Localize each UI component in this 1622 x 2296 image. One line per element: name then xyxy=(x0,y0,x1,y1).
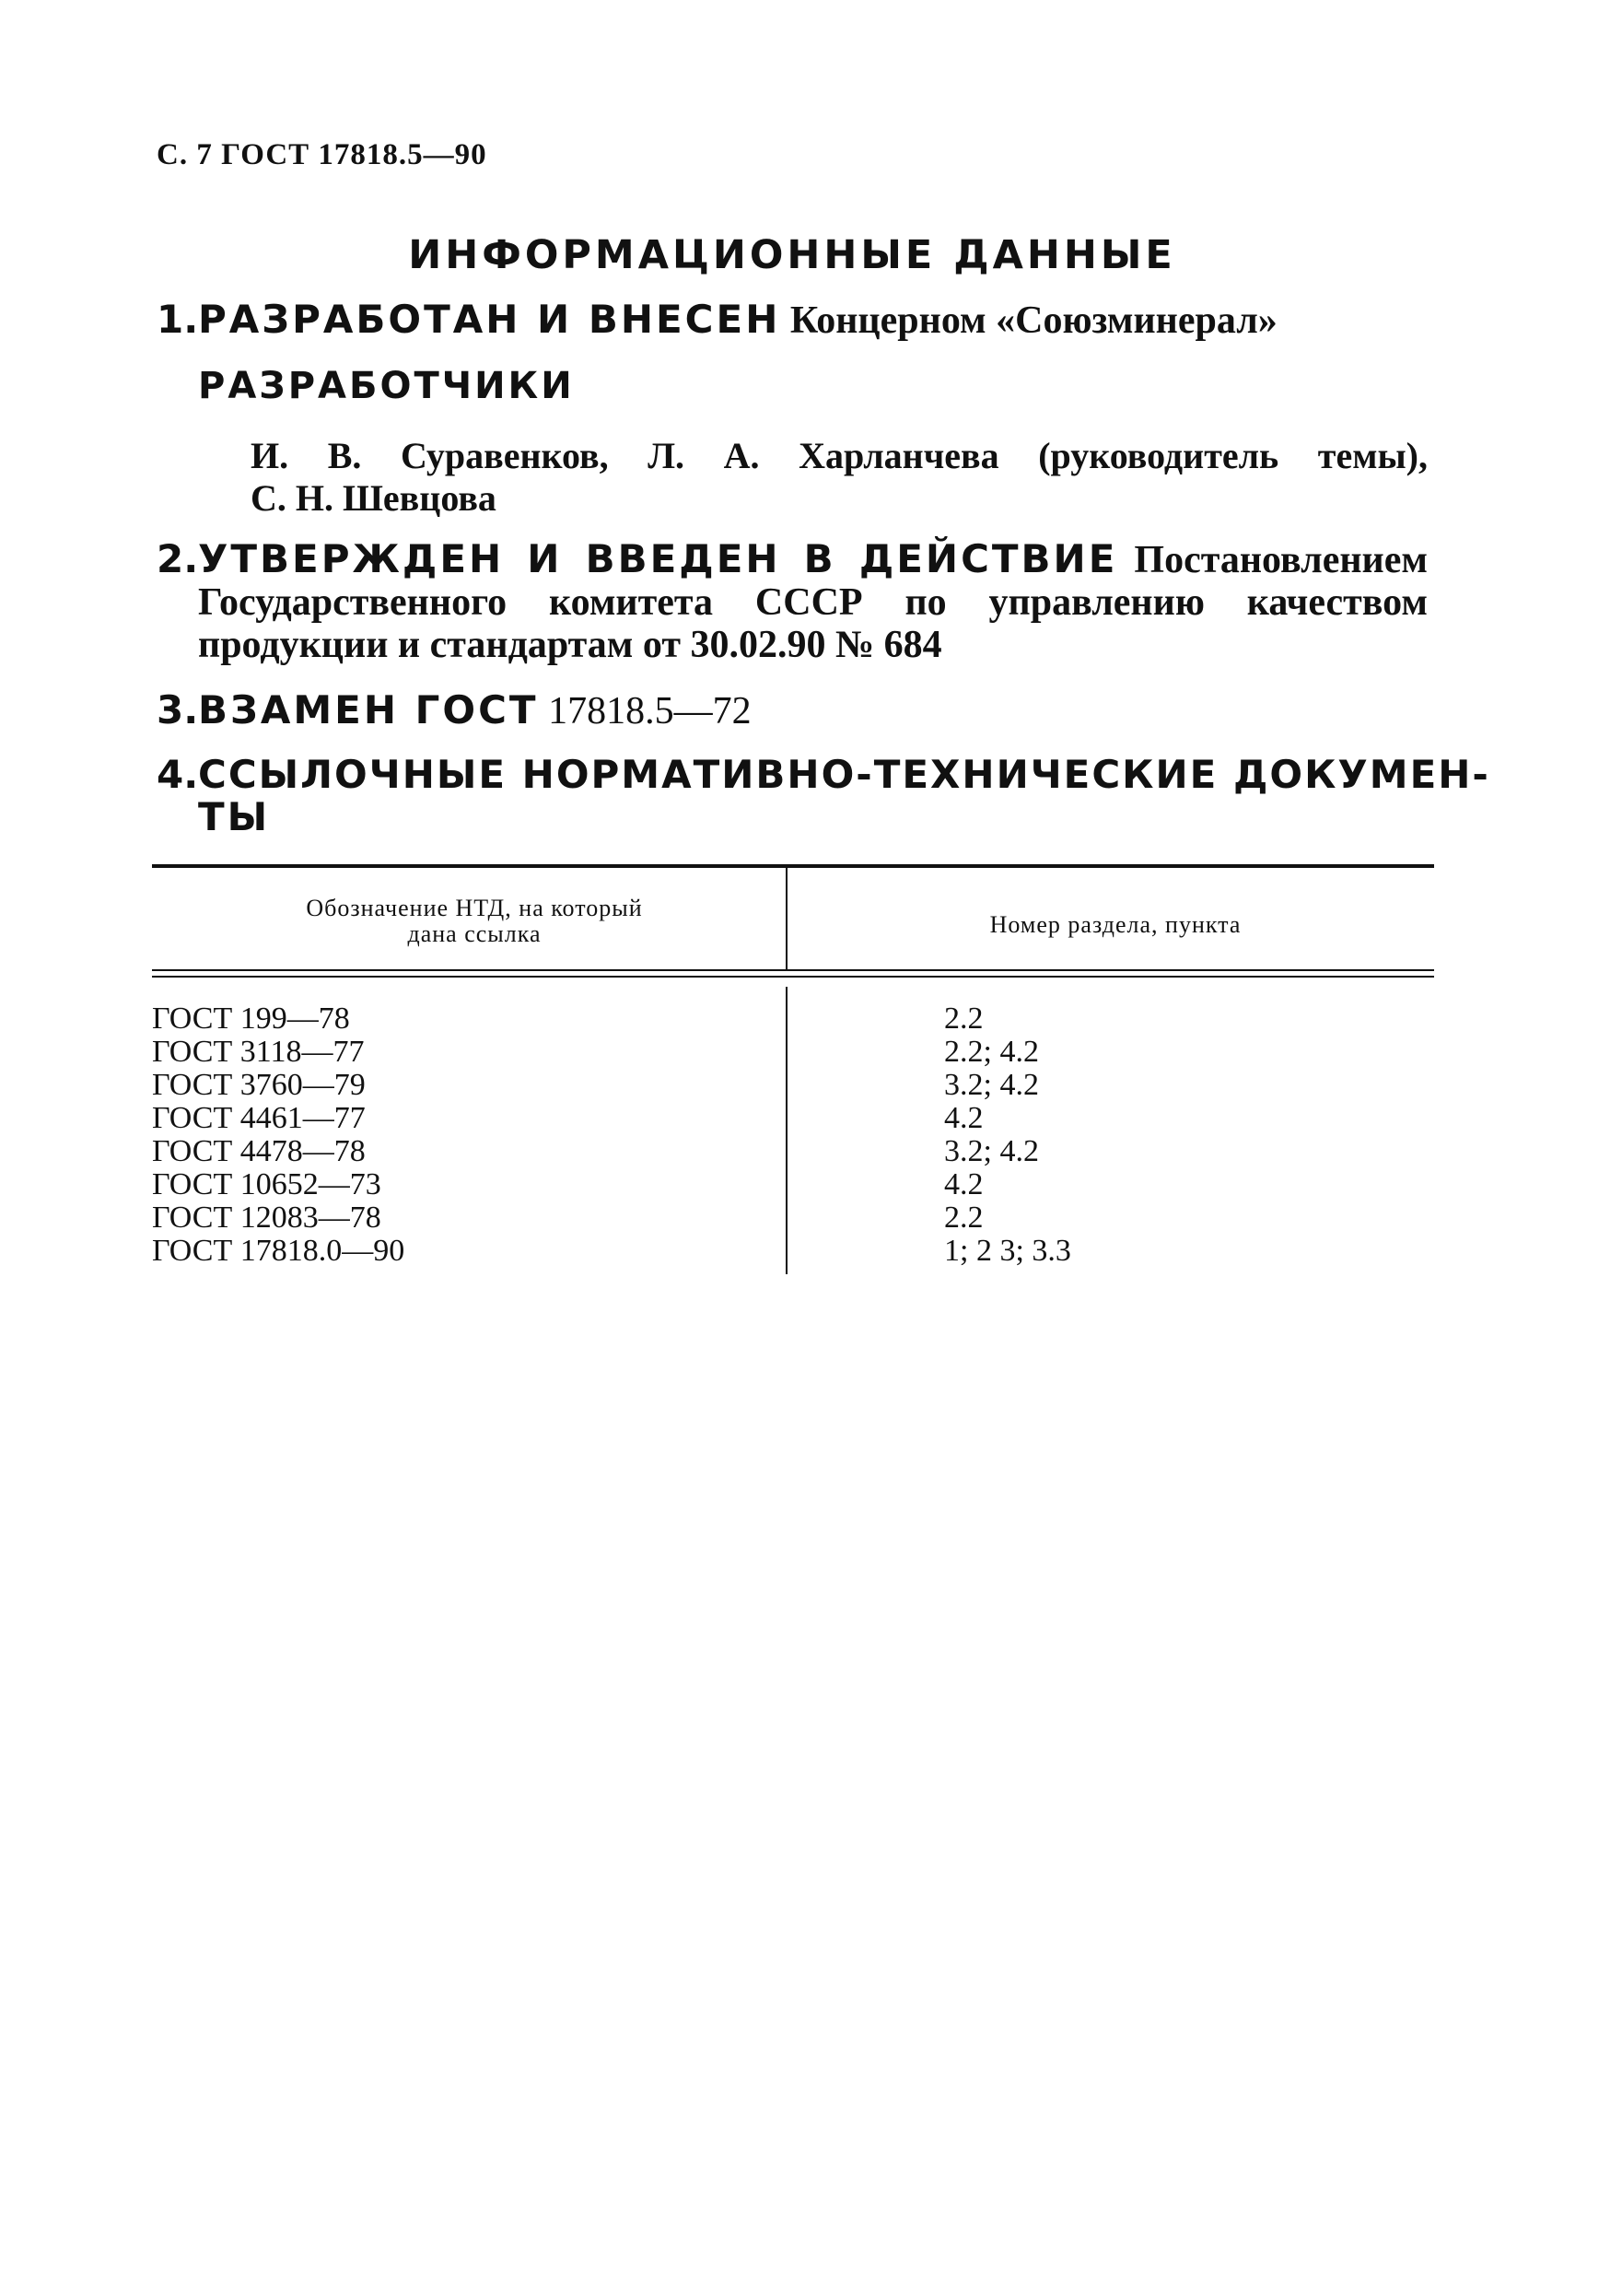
item-2-number: 2. xyxy=(157,536,199,581)
item-2-line-2: Государственного комитета СССР по управлению качеством xyxy=(198,581,1428,624)
page-header: С. 7 ГОСТ 17818.5—90 xyxy=(157,138,487,171)
table-cell-doc: ГОСТ 17818.0—90 xyxy=(152,1234,405,1268)
item-1-caps-text: РАЗРАБОТАН И ВНЕСЕН xyxy=(198,297,781,342)
item-3 xyxy=(157,689,1428,732)
item-2-line-1 xyxy=(198,538,1428,581)
developers-line-1: И. В. Суравенков, Л. А. Харланчева (руководитель темы), xyxy=(251,435,1428,476)
table-cell-doc: ГОСТ 3118—77 xyxy=(152,1035,365,1069)
table-header-rule-2 xyxy=(152,976,1434,978)
item-4-number: 4. xyxy=(157,752,199,797)
table-cell-sections: 4.2 xyxy=(944,1101,984,1135)
table-cell-doc: ГОСТ 4461—77 xyxy=(152,1101,366,1135)
item-2-line-3: продукции и стандартам от 30.02.90 № 684 xyxy=(198,624,942,666)
item-4-line-2: ТЫ xyxy=(198,794,271,839)
table-header-left-line-2: дана ссылка xyxy=(407,920,542,947)
table-cell-sections: 2.2 xyxy=(944,1201,984,1235)
table-cell-sections: 4.2 xyxy=(944,1167,984,1201)
table-cell-doc: ГОСТ 3760—79 xyxy=(152,1068,366,1102)
table-cell-doc: ГОСТ 12083—78 xyxy=(152,1201,381,1235)
table-column-sections xyxy=(944,1002,1423,1268)
item-4 xyxy=(157,752,1490,839)
item-1-number: 1. xyxy=(157,297,199,342)
item-3-caps-text: ВЗАМЕН ГОСТ xyxy=(198,687,539,732)
developers-line-2: С. Н. Шевцова xyxy=(251,477,496,519)
table-cell-sections: 3.2; 4.2 xyxy=(944,1134,1039,1168)
table-header-rule-1 xyxy=(152,969,1434,971)
table-cell-doc: ГОСТ 10652—73 xyxy=(152,1167,381,1201)
developers-label: РАЗРАБОТЧИКИ xyxy=(198,365,575,407)
references-table xyxy=(152,864,1434,1274)
item-1-text: Концерном «Союзминерал» xyxy=(789,299,1278,342)
table-header-left-line-1: Обозначение НТД, на который xyxy=(306,895,643,921)
item-2-line-1-tail: Постановлением xyxy=(1134,539,1428,581)
table-cell-sections: 2.2 xyxy=(944,1002,984,1036)
table-header-right: Номер раздела, пункта xyxy=(989,911,1242,938)
table-column-documents xyxy=(152,1002,778,1268)
table-cell-sections: 1; 2 3; 3.3 xyxy=(944,1234,1071,1268)
table-cell-sections: 2.2; 4.2 xyxy=(944,1035,1039,1069)
item-2 xyxy=(157,538,1428,666)
item-2-caps-text: УТВЕРЖДЕН И ВВЕДЕН В ДЕЙСТВИЕ xyxy=(198,536,1118,581)
item-3-number: 3. xyxy=(157,687,199,732)
table-body-divider xyxy=(786,987,788,1274)
developers-names xyxy=(251,435,1428,520)
item-1 xyxy=(157,299,1428,342)
table-top-rule xyxy=(152,864,1434,868)
table-cell-sections: 3.2; 4.2 xyxy=(944,1068,1039,1102)
item-3-text: 17818.5—72 xyxy=(548,690,752,732)
document-title: ИНФОРМАЦИОННЫЕ ДАННЫЕ xyxy=(408,232,1176,278)
table-cell-doc: ГОСТ 4478—78 xyxy=(152,1134,366,1168)
table-header-left xyxy=(170,896,778,947)
item-4-line-1: ССЫЛОЧНЫЕ НОРМАТИВНО-ТЕХНИЧЕСКИЕ ДОКУМЕН- xyxy=(198,752,1490,797)
table-cell-doc: ГОСТ 199—78 xyxy=(152,1002,350,1036)
table-header-divider xyxy=(786,868,788,969)
